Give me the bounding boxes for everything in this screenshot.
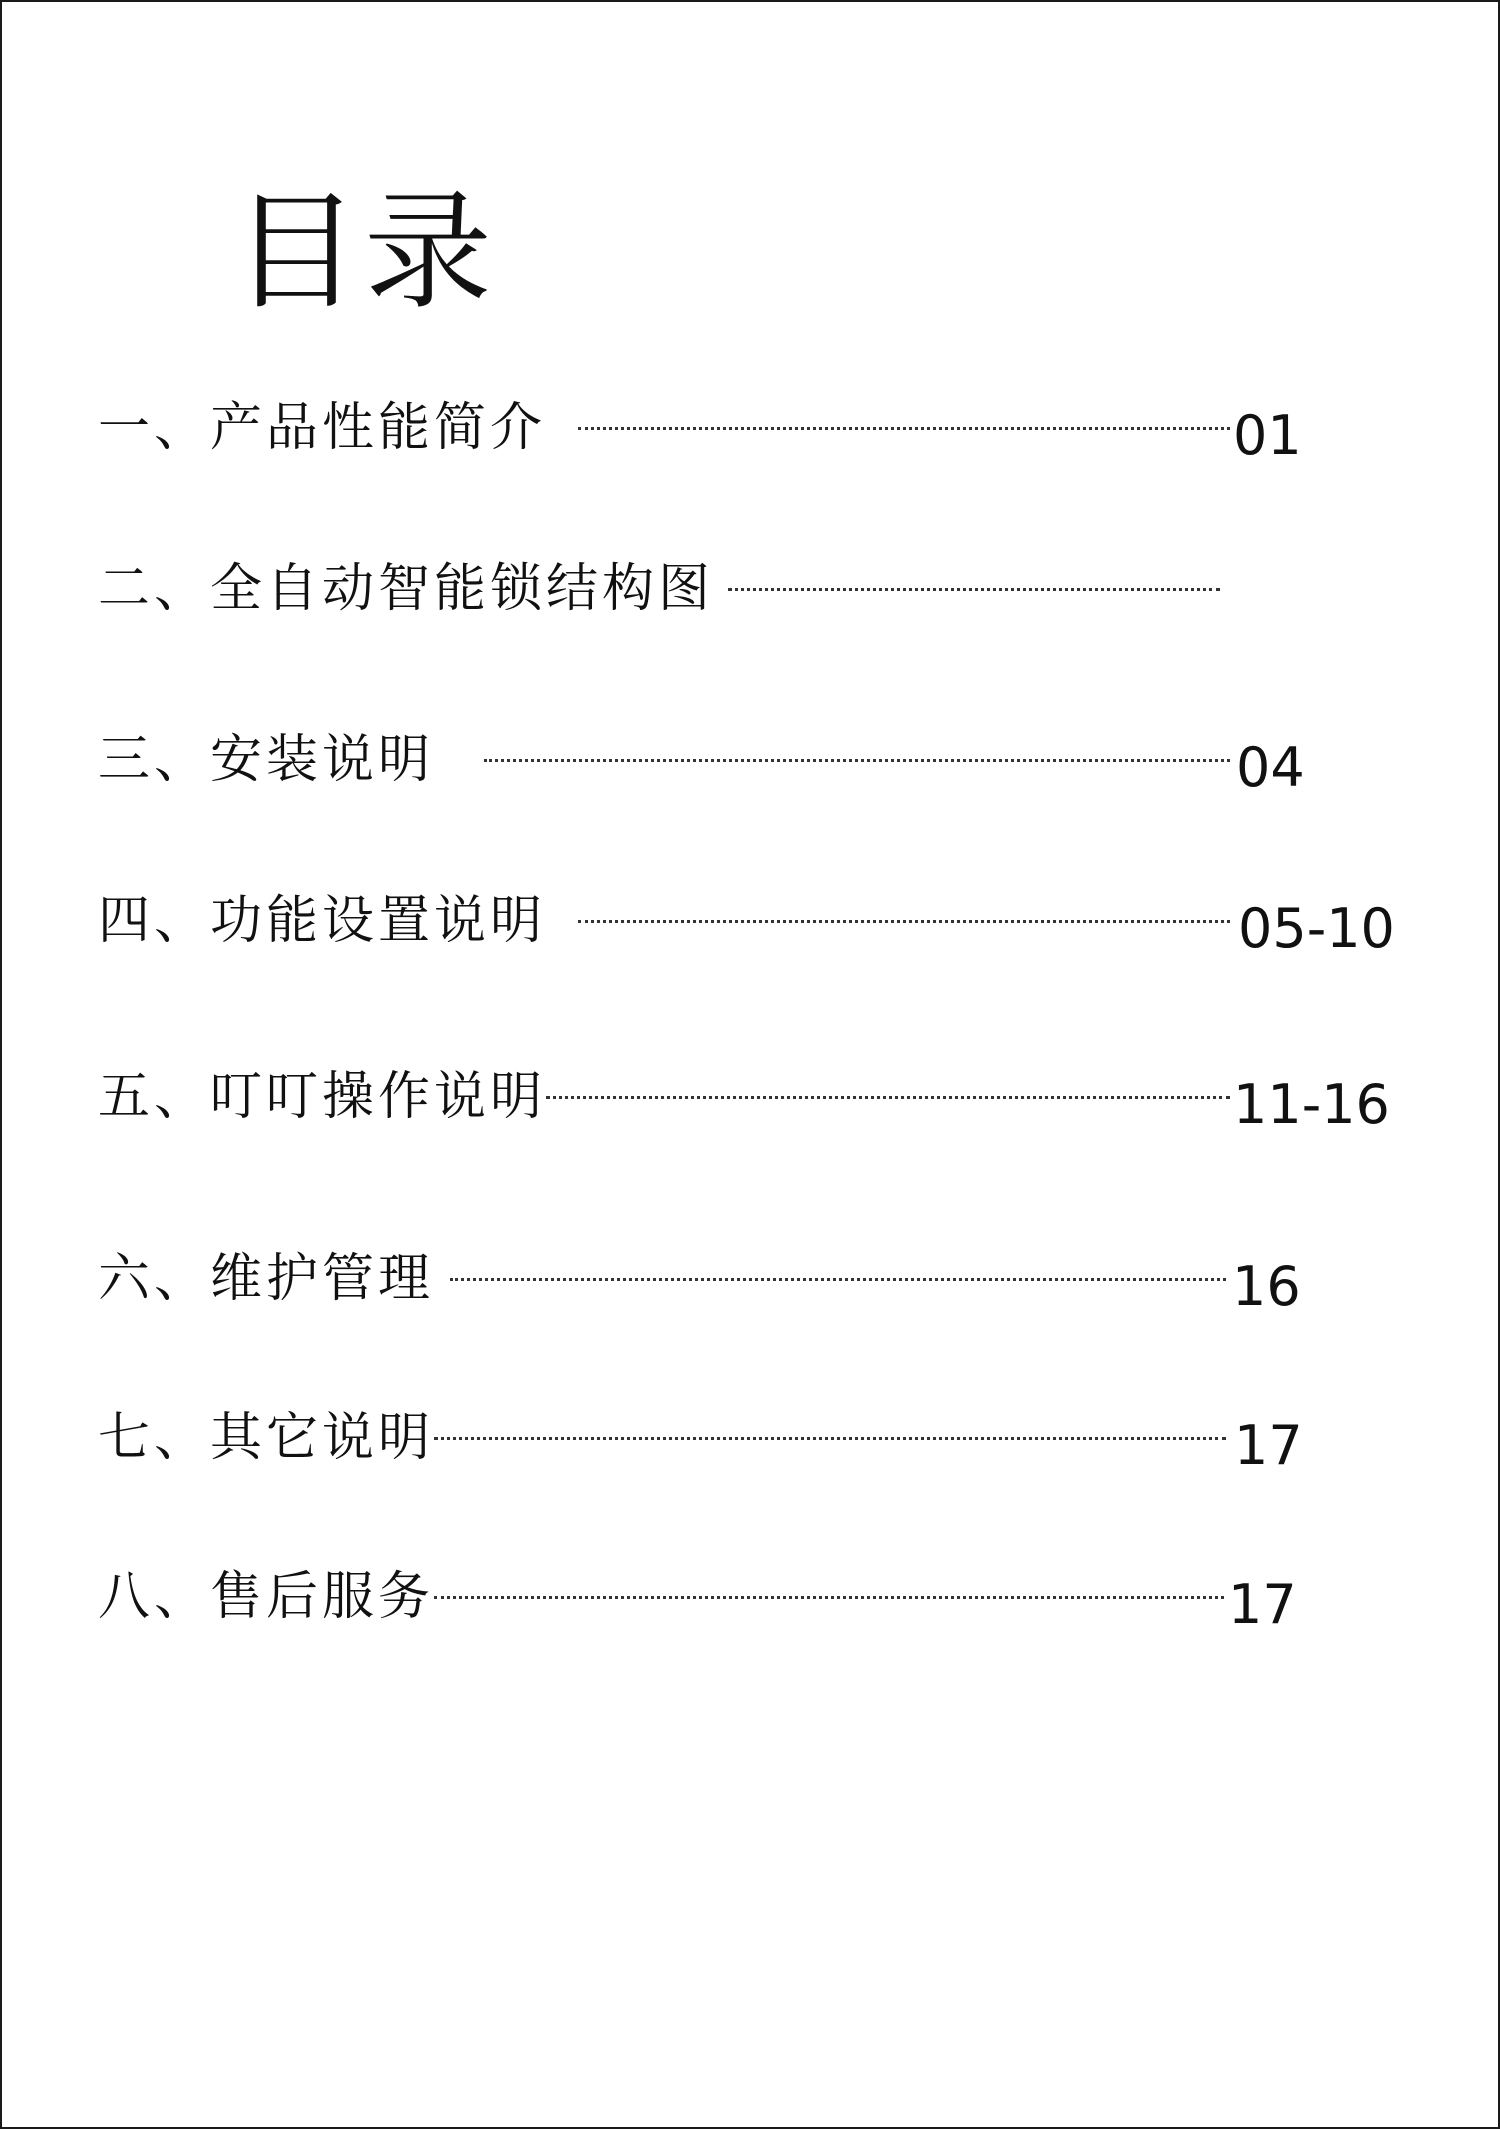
toc-entry-label: 七、其它说明 — [98, 1408, 435, 1468]
toc-leader-dots — [434, 1596, 1224, 1599]
toc-entry — [0, 544, 1500, 634]
toc-entry-page: 01 — [1233, 404, 1302, 467]
toc-entry-page: 05-10 — [1238, 897, 1395, 960]
toc-leader-dots — [546, 1096, 1230, 1099]
toc-leader-dots — [728, 588, 1220, 591]
toc-entry — [0, 1052, 1500, 1142]
toc-leader-dots — [434, 1437, 1226, 1440]
toc-leader-dots — [450, 1278, 1226, 1281]
page-title: 目录 — [232, 178, 497, 327]
toc-entry-label: 二、全自动智能锁结构图 — [98, 559, 715, 619]
toc-leader-dots — [484, 759, 1230, 762]
toc-entry-page: 04 — [1236, 736, 1305, 799]
toc-entry-label: 四、功能设置说明 — [98, 891, 547, 951]
toc-entry-label: 五、叮叮操作说明 — [98, 1067, 547, 1127]
toc-entry-label: 八、售后服务 — [98, 1567, 435, 1627]
toc-entry — [0, 1552, 1500, 1642]
toc-entry-label: 三、安装说明 — [98, 730, 435, 790]
toc-entry — [0, 1393, 1500, 1483]
toc-entry-page: 17 — [1234, 1414, 1303, 1477]
toc-entry — [0, 715, 1500, 805]
toc-entry — [0, 1234, 1500, 1324]
toc-entry — [0, 383, 1500, 473]
toc-entry-label: 六、维护管理 — [98, 1249, 435, 1309]
toc-entry-page: 11-16 — [1233, 1073, 1390, 1136]
toc-entry-page: 16 — [1232, 1255, 1301, 1318]
toc-leader-dots — [578, 920, 1230, 923]
toc-leader-dots — [578, 427, 1230, 430]
toc-entry-label: 一、产品性能简介 — [98, 398, 547, 458]
toc-entry-page: 17 — [1228, 1573, 1297, 1636]
toc-entry — [0, 876, 1500, 966]
